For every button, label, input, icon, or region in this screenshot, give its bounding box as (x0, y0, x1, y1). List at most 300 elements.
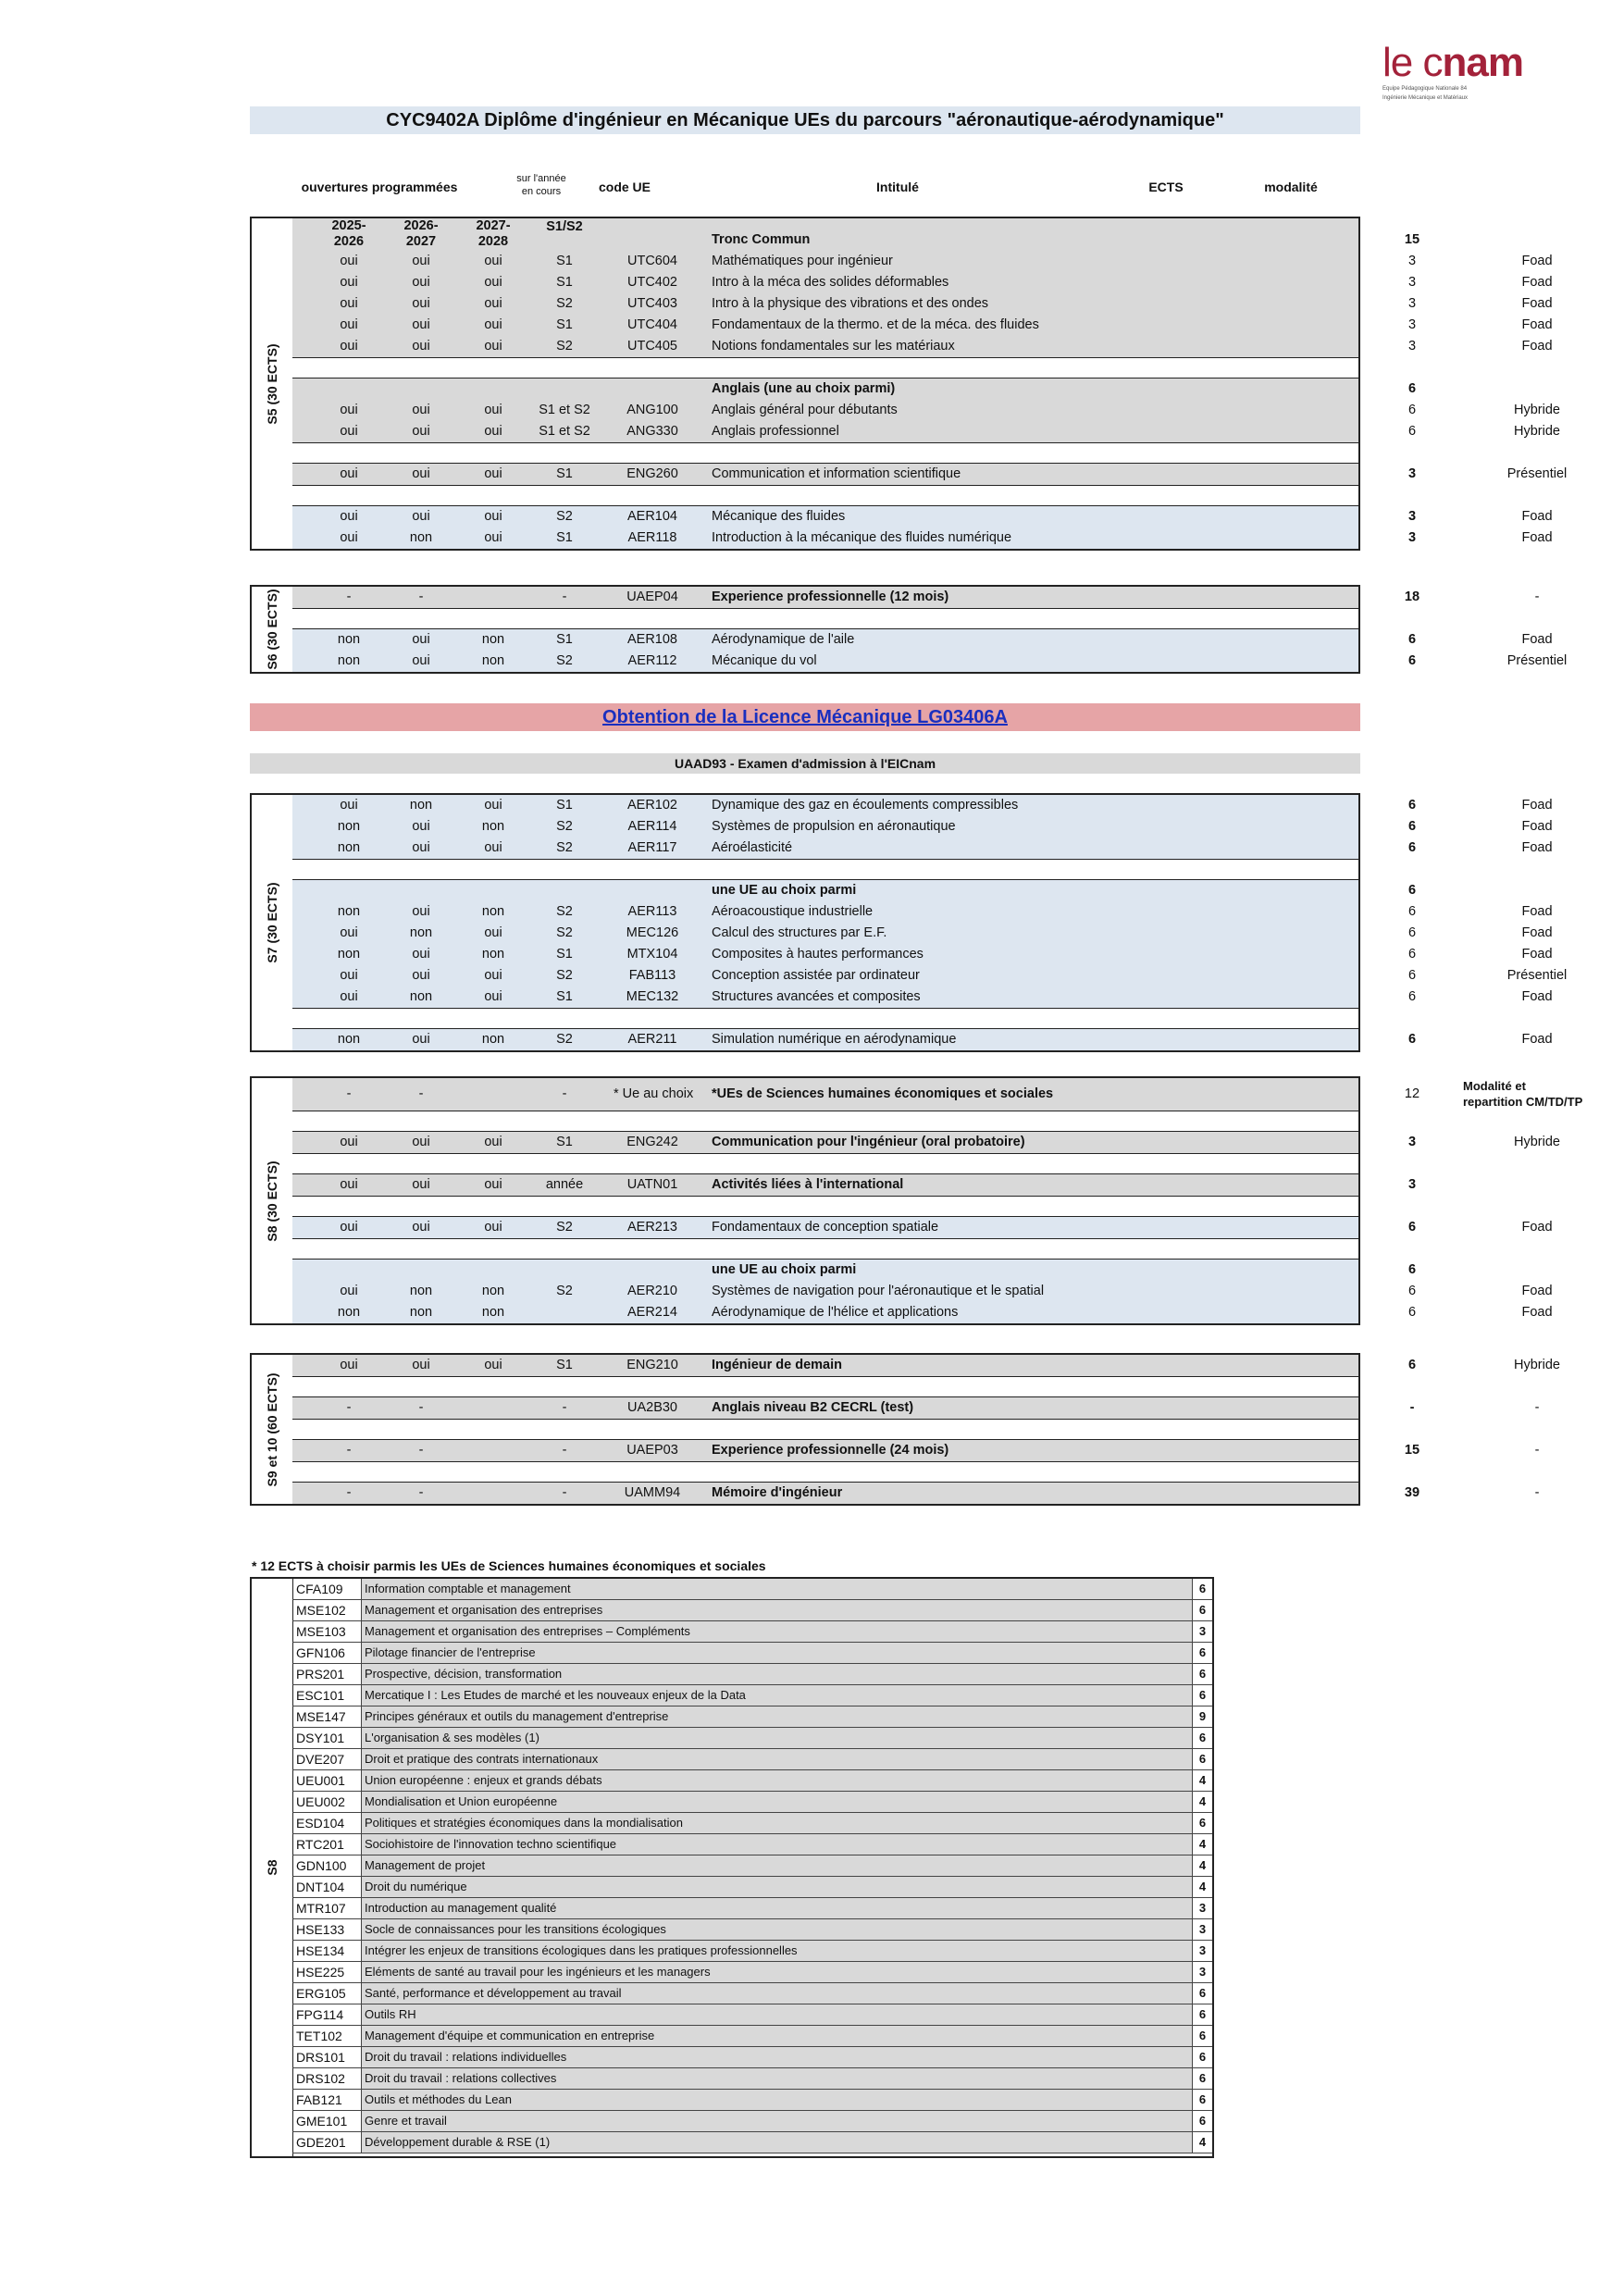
shs-label: Mondialisation et Union européenne (362, 1792, 1193, 1812)
cell-modalite: Foad (1521, 947, 1553, 962)
course-row[interactable] (292, 1217, 1553, 1238)
cell-2027: oui (484, 424, 502, 439)
cell-modalite: Hybride (1514, 424, 1560, 439)
cell-ects: 3 (1407, 317, 1417, 332)
shs-row (292, 2111, 1212, 2132)
cell-2026: oui (412, 1032, 430, 1047)
cell-intitule: Aérodynamique de l'hélice et applications (712, 1305, 959, 1320)
shs-ects: 6 (1198, 2029, 1207, 2042)
cell-2027: non (481, 1305, 505, 1320)
cell-semester: S2 (556, 904, 573, 919)
cell-modalite: Présentiel (1506, 968, 1568, 983)
shs-ects: 3 (1198, 1943, 1207, 1957)
logo-wordmark (1382, 40, 1568, 85)
cell-ects: 3 (1407, 530, 1417, 545)
course-row[interactable] (292, 293, 1553, 315)
cell-intitule: Anglais niveau B2 CECRL (test) (712, 1400, 914, 1415)
cell-2025: oui (340, 798, 358, 813)
cell-ects: 6 (1407, 1262, 1417, 1277)
course-row[interactable] (292, 1029, 1553, 1050)
cell-2026: oui (412, 424, 430, 439)
cell-ects: 6 (1407, 632, 1417, 647)
shs-row (292, 2132, 1212, 2153)
cell-2025: oui (340, 968, 358, 983)
cell-2027: oui (484, 317, 502, 332)
cell-2025: non (337, 1305, 361, 1320)
semester-rows (292, 795, 1568, 1050)
cell-2027: oui (484, 339, 502, 354)
course-row[interactable] (292, 506, 1553, 527)
cell-2026: non (409, 925, 433, 940)
spacer-row (292, 1008, 1358, 1029)
cell-code: FAB113 (628, 968, 676, 983)
shs-code: GDE201 (292, 2132, 362, 2153)
cell-modalite: Foad (1521, 275, 1553, 290)
cell-code: ANG330 (626, 424, 678, 439)
shs-code: HSE134 (292, 1941, 362, 1961)
shs-ects: 4 (1198, 1773, 1207, 1787)
cell-code: ENG260 (626, 466, 678, 481)
shs-label: Management et organisation des entreprises – Compléments (362, 1621, 1193, 1642)
cell-2026: oui (412, 509, 430, 524)
cell-2026: oui (412, 1358, 430, 1372)
cell-2025: - (346, 1485, 352, 1500)
shs-ects: 4 (1198, 1858, 1207, 1872)
cell-intitule: Activités liées à l'international (712, 1177, 904, 1192)
cell-modalite: Présentiel (1506, 466, 1568, 481)
shs-table (250, 1577, 1214, 2158)
semester-side-label (252, 1355, 293, 1504)
header-code: code UE (598, 180, 651, 194)
cell-code: AER102 (626, 798, 677, 813)
cell-2026: oui (412, 819, 430, 834)
course-row[interactable] (292, 923, 1553, 944)
shs-code: PRS201 (292, 1664, 362, 1684)
shs-row (292, 1855, 1212, 1877)
cell-2027: oui (484, 1358, 502, 1372)
shs-label: Santé, performance et développement au travail (362, 1983, 1193, 2004)
semester-side-text: S7 (30 ECTS) (265, 882, 279, 963)
cell-2026: oui (412, 466, 430, 481)
shs-label: Management d'équipe et communication en entreprise (362, 2026, 1193, 2046)
cell-intitule: Composites à hautes performances (712, 947, 924, 962)
cell-code: AER104 (626, 509, 677, 524)
cell-semester: S1 et S2 (539, 403, 590, 417)
cell-2026: oui (412, 1177, 430, 1192)
semester-side-label (252, 587, 293, 672)
shs-code: GDN100 (292, 1855, 362, 1876)
cell-modalite: Foad (1521, 254, 1553, 268)
cell-semester: - (562, 1443, 567, 1458)
cell-2026: oui (412, 653, 430, 668)
spacer-row (292, 485, 1358, 506)
course-row[interactable] (292, 379, 1417, 400)
course-row[interactable] (292, 527, 1553, 549)
cell-2027: non (481, 819, 505, 834)
cell-semester: S1 (556, 1135, 573, 1149)
cell-2026: oui (412, 968, 430, 983)
cell-intitule: Mécanique des fluides (712, 509, 846, 524)
year-line1: 2027- (476, 218, 511, 233)
cell-ects: 12 (1404, 1086, 1420, 1101)
shs-ects: 6 (1198, 2007, 1207, 2021)
cell-code: AER118 (627, 530, 677, 545)
semester-side-text: S8 (30 ECTS) (265, 1160, 279, 1242)
shs-ects: 6 (1198, 2092, 1207, 2106)
cell-code: AER214 (626, 1305, 677, 1320)
cell-2027: oui (484, 968, 502, 983)
cell-2025: - (346, 1443, 352, 1458)
semester-side-text: S9 et 10 (60 ECTS) (265, 1372, 279, 1486)
cell-semester: S1 (556, 530, 573, 545)
shs-label: Eléments de santé au travail pour les ingénieurs et les managers (362, 1962, 1193, 1982)
cell-semester: S2 (556, 296, 573, 311)
cell-2027: oui (484, 798, 502, 813)
cell-code: ANG100 (626, 403, 678, 417)
cell-code: AER210 (626, 1284, 677, 1298)
cell-ects: 6 (1407, 1220, 1417, 1235)
cell-intitule: Tronc Commun (712, 232, 811, 247)
cell-2027: oui (484, 840, 502, 855)
course-row[interactable] (292, 272, 1553, 293)
logo-subtitle-2: Ingénierie Mécanique et Matériaux (1382, 95, 1469, 101)
cell-2025: oui (340, 296, 358, 311)
spacer-row (292, 1461, 1358, 1483)
cell-2026: oui (412, 275, 430, 290)
cell-code: UAMM94 (624, 1485, 681, 1500)
cell-modalite: - (1534, 1443, 1540, 1458)
cell-2026: non (409, 989, 433, 1004)
course-row[interactable] (292, 901, 1553, 923)
shs-code: MSE103 (292, 1621, 362, 1642)
course-row[interactable] (292, 651, 1568, 672)
cell-2026: oui (412, 317, 430, 332)
year-header-1 (307, 218, 391, 250)
cell-modalite-header (1463, 1078, 1611, 1110)
shs-label: Mercatique I : Les Etudes de marché et les nouveaux enjeux de la Data (362, 1685, 1193, 1706)
cell-modalite: Foad (1521, 339, 1553, 354)
cell-2025: oui (340, 339, 358, 354)
cell-2026: - (418, 1086, 424, 1101)
spacer-row (292, 357, 1358, 379)
course-row[interactable] (292, 965, 1568, 987)
shs-ects: 6 (1198, 1752, 1207, 1766)
cell-intitule: Dynamique des gaz en écoulements compressibles (712, 798, 1019, 813)
cell-semester: S1 (556, 317, 573, 332)
header-annee (504, 172, 578, 198)
spacer-row (292, 1111, 1358, 1132)
cell-code: MTX104 (626, 947, 678, 962)
spacer-row (292, 859, 1358, 880)
cell-2025: non (337, 819, 361, 834)
cell-code: AER112 (627, 653, 677, 668)
cell-semester: S1 (556, 632, 573, 647)
cell-code: UATN01 (626, 1177, 678, 1192)
cell-ects: 6 (1407, 840, 1417, 855)
semester-block (250, 217, 1568, 551)
cell-ects: 6 (1407, 403, 1417, 417)
cell-code: MEC132 (626, 989, 679, 1004)
course-row[interactable] (292, 987, 1553, 1008)
course-row[interactable] (292, 1078, 1583, 1111)
shs-code: FAB121 (292, 2090, 362, 2110)
cell-intitule: Fondamentaux de conception spatiale (712, 1220, 939, 1235)
cell-2027: non (481, 1032, 505, 1047)
shs-code: MTR107 (292, 1898, 362, 1918)
shs-row (292, 1898, 1212, 1919)
header-intitule: Intitulé (876, 180, 919, 194)
cell-2026: non (409, 1305, 433, 1320)
cell-semester: S2 (556, 339, 573, 354)
cell-ects: 6 (1407, 424, 1417, 439)
header-modalite: modalité (1264, 180, 1318, 194)
shs-label: Droit du travail : relations collectives (362, 2068, 1193, 2089)
cell-ects: 15 (1404, 1443, 1420, 1458)
course-row[interactable] (292, 880, 1417, 901)
cell-modalite: Foad (1521, 819, 1553, 834)
shs-code: ESD104 (292, 1813, 362, 1833)
cell-ects: 3 (1407, 1177, 1417, 1192)
shs-row (292, 1770, 1212, 1792)
cell-ects: 3 (1407, 339, 1417, 354)
cell-2027: non (481, 653, 505, 668)
shs-label: Politiques et stratégies économiques dans la mondialisation (362, 1813, 1193, 1833)
cell-modalite: Hybride (1514, 403, 1560, 417)
shs-side-text: S8 (265, 1859, 279, 1876)
cell-ects: 3 (1407, 1135, 1417, 1149)
semester-rows (292, 587, 1568, 672)
course-row[interactable] (292, 1355, 1560, 1376)
course-row (292, 218, 1420, 251)
cell-modalite: Foad (1521, 925, 1553, 940)
cell-ects: 3 (1407, 296, 1417, 311)
cell-2025: oui (340, 1135, 358, 1149)
cell-2026: oui (412, 904, 430, 919)
shs-ects: 6 (1198, 1986, 1207, 2000)
course-row[interactable] (292, 464, 1568, 485)
shs-ects: 4 (1198, 1837, 1207, 1851)
shs-side-label (252, 1579, 293, 2156)
cell-intitule: Anglais (une au choix parmi) (712, 381, 896, 396)
cell-code: UAEP03 (626, 1443, 678, 1458)
cell-intitule: Experience professionnelle (12 mois) (712, 590, 949, 604)
course-row[interactable] (292, 1132, 1560, 1153)
cell-code: UTC405 (627, 339, 677, 354)
cell-2026: - (418, 1485, 424, 1500)
cell-2027: oui (484, 1220, 502, 1235)
shs-ects: 4 (1198, 1794, 1207, 1808)
cell-intitule: Communication pour l'ingénieur (oral probatoire) (712, 1135, 1025, 1149)
header-annee-line1: sur l'année (516, 173, 566, 184)
cell-intitule: Mémoire d'ingénieur (712, 1485, 843, 1500)
semester-rows (292, 218, 1568, 549)
shs-label: Outils RH (362, 2004, 1193, 2025)
cell-semester: S1 et S2 (539, 424, 590, 439)
cell-modalite: - (1534, 1485, 1540, 1500)
shs-code: UEU002 (292, 1792, 362, 1812)
cell-semester: S1 (556, 466, 573, 481)
shs-label: Pilotage financier de l'entreprise (362, 1643, 1193, 1663)
cell-modalite: Foad (1521, 1032, 1553, 1047)
cell-2025: oui (340, 1220, 358, 1235)
cell-2025: oui (340, 466, 358, 481)
cell-2027: oui (484, 1177, 502, 1192)
cell-2026: oui (412, 296, 430, 311)
shs-code: TET102 (292, 2026, 362, 2046)
cell-intitule: Aéroacoustique industrielle (712, 904, 874, 919)
cell-ects: 6 (1407, 1284, 1417, 1298)
course-row[interactable] (292, 1281, 1553, 1302)
course-row[interactable] (292, 336, 1553, 357)
shs-row (292, 1685, 1212, 1706)
shs-label: L'organisation & ses modèles (1) (362, 1728, 1193, 1748)
shs-ects: 9 (1198, 1709, 1207, 1723)
shs-ects: 4 (1198, 2135, 1207, 2149)
cell-intitule: une UE au choix parmi (712, 1262, 857, 1277)
year-line2: 2026 (333, 234, 365, 249)
cell-semester: S1 (556, 989, 573, 1004)
shs-label: Outils et méthodes du Lean (362, 2090, 1193, 2110)
cell-modalite: Présentiel (1506, 653, 1568, 668)
cell-2025: - (346, 1086, 352, 1101)
shs-label: Prospective, décision, transformation (362, 1664, 1193, 1684)
course-row[interactable] (292, 315, 1553, 336)
year-line1: 2026- (403, 218, 439, 233)
cell-modalite: Foad (1521, 1305, 1553, 1320)
cell-semester: S2 (556, 1220, 573, 1235)
logo-text-bold: nam (1442, 40, 1523, 85)
cell-semester: - (562, 590, 567, 604)
course-row[interactable] (292, 1440, 1540, 1461)
cell-ects: 6 (1407, 989, 1417, 1004)
course-row[interactable] (292, 1302, 1553, 1323)
course-row[interactable] (292, 421, 1560, 442)
shs-row (292, 1919, 1212, 1941)
cell-modalite: - (1534, 590, 1540, 604)
course-row[interactable] (292, 816, 1553, 838)
shs-ects: 3 (1198, 1965, 1207, 1979)
modalite-line1: Modalité et (1463, 1079, 1526, 1093)
cell-2025: non (337, 653, 361, 668)
cell-ects: 3 (1407, 509, 1417, 524)
shs-code: DNT104 (292, 1877, 362, 1897)
cell-intitule: Mathématiques pour ingénieur (712, 254, 893, 268)
cell-intitule: Communication et information scientifique (712, 466, 961, 481)
shs-label: Développement durable & RSE (1) (362, 2132, 1193, 2153)
course-row[interactable] (292, 1397, 1540, 1419)
shs-label: Management de projet (362, 1855, 1193, 1876)
cell-semester: S2 (556, 653, 573, 668)
shs-row (292, 1877, 1212, 1898)
cell-2025: - (346, 590, 352, 604)
cell-modalite: Foad (1521, 296, 1553, 311)
header-annee-line2: en cours (521, 186, 562, 197)
cell-intitule: Aéroélasticité (712, 840, 793, 855)
cell-2027: non (481, 632, 505, 647)
cell-modalite: Foad (1521, 632, 1553, 647)
shs-ects: 6 (1198, 1688, 1207, 1702)
course-row[interactable] (292, 838, 1553, 859)
course-row[interactable] (292, 795, 1553, 816)
cell-intitule: Mécanique du vol (712, 653, 817, 668)
shs-note: * 12 ECTS à choisir parmis les UEs de Sciences humaines économiques et sociales (252, 1558, 766, 1573)
semester-side-label (252, 1078, 293, 1323)
shs-label: Droit du numérique (362, 1877, 1193, 1897)
cell-ects: 6 (1407, 883, 1417, 898)
cell-2025: oui (340, 317, 358, 332)
cell-2025: non (337, 904, 361, 919)
cell-code: AER213 (626, 1220, 677, 1235)
cell-ects: 6 (1407, 925, 1417, 940)
shs-row (292, 1600, 1212, 1621)
cell-ects: 6 (1407, 904, 1417, 919)
semester-block (250, 585, 1568, 674)
cell-2025: non (337, 632, 361, 647)
cell-2025: oui (340, 509, 358, 524)
shs-label: Principes généraux et outils du management d'entreprise (362, 1706, 1193, 1727)
cell-2025: non (337, 1032, 361, 1047)
shs-label: Genre et travail (362, 2111, 1193, 2131)
cell-code: UTC402 (627, 275, 677, 290)
cell-code: AER108 (626, 632, 677, 647)
course-row[interactable] (292, 251, 1553, 272)
cell-2026: oui (412, 403, 430, 417)
course-row[interactable] (292, 1260, 1417, 1281)
cell-ects: 6 (1407, 819, 1417, 834)
cell-modalite: Foad (1521, 904, 1553, 919)
cell-code: UAEP04 (626, 590, 678, 604)
course-row[interactable] (292, 629, 1553, 651)
cell-intitule: Systèmes de navigation pour l'aéronautique et le spatial (712, 1284, 1045, 1298)
licence-link[interactable]: Obtention de la Licence Mécanique LG03406A (250, 703, 1360, 731)
admission-exam-bar: UAAD93 - Examen d'admission à l'EICnam (250, 753, 1360, 774)
semester-block (250, 793, 1568, 1052)
shs-label: Information comptable et management (362, 1579, 1193, 1599)
header-ouvertures: ouvertures programmées (301, 180, 458, 194)
course-row[interactable] (292, 944, 1553, 965)
cell-semester: S2 (556, 1032, 573, 1047)
cell-ects: 6 (1407, 381, 1417, 396)
course-row[interactable] (292, 1483, 1540, 1504)
course-row[interactable] (292, 587, 1540, 608)
cell-2027: oui (484, 403, 502, 417)
shs-code: HSE133 (292, 1919, 362, 1940)
spacer-row (292, 1238, 1358, 1260)
shs-row (292, 1728, 1212, 1749)
cell-semester: S2 (556, 509, 573, 524)
cell-ects: 3 (1407, 466, 1417, 481)
shs-code: MSE102 (292, 1600, 362, 1620)
shs-label: Union européenne : enjeux et grands débats (362, 1770, 1193, 1791)
shs-row (292, 1621, 1212, 1643)
cell-2027: oui (484, 1135, 502, 1149)
course-row[interactable] (292, 400, 1560, 421)
logo-subtitle-1: Equipe Pédagogique Nationale 84 (1382, 86, 1468, 92)
cell-2025: oui (340, 275, 358, 290)
shs-code: CFA109 (292, 1579, 362, 1599)
cell-intitule: Fondamentaux de la thermo. et de la méca. des fluides (712, 317, 1039, 332)
cell-semester: S1 (556, 254, 573, 268)
spacer-row (292, 1196, 1358, 1217)
spacer-row (292, 608, 1358, 629)
shs-row (292, 1983, 1212, 2004)
cell-2025: non (337, 840, 361, 855)
cell-code: AER211 (627, 1032, 677, 1047)
cell-2025: oui (340, 1284, 358, 1298)
cell-intitule: *UEs de Sciences humaines économiques et sociales (712, 1086, 1054, 1101)
course-row[interactable] (292, 1174, 1417, 1196)
cell-2025: oui (340, 1177, 358, 1192)
